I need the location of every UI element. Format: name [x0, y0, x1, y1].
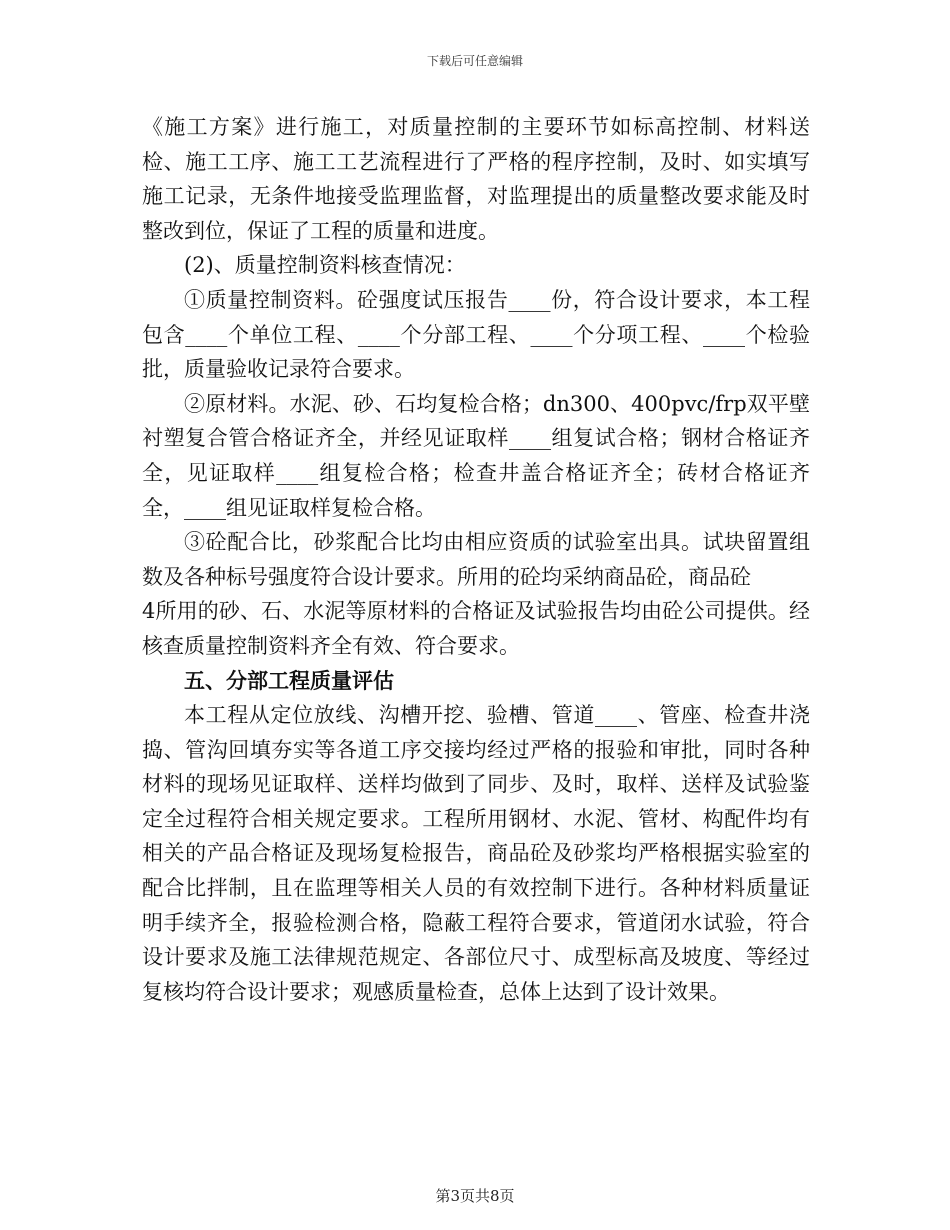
section-heading-quality-assessment: 五、分部工程质量评估	[184, 667, 394, 693]
paragraph-mix-ratio: ③砼配合比，砂浆配合比均由相应资质的试验室出具。试块留置组数及各种标号强度符合设计要求。所用的砼均采纳商品砼，商品砼	[142, 530, 810, 589]
paragraph-construction-control: 《施工方案》进行施工，对质量控制的主要环节如标高控制、材料送检、施工工序、施工工艺流程进行了严格的程序控制，及时、如实填写施工记录，无条件地接受监理监督，对监理提出的质量整改要求能及时整改到位，保证了工程的质量和进度。	[142, 115, 810, 243]
paragraph-quality-assessment: 本工程从定位放线、沟槽开挖、验槽、管道____、管座、检查井浇捣、管沟回填夯实等各道工序交接均经过严格的报验和审批，同时各种材料的现场见证取样、送样均做到了同步、及时，取样、送样及试验鉴定全过程符合相关规定要求。工程所用钢材、水泥、管材、构配件均有相关的产品合格证及现场复检报告，商品砼及砂浆均严格根据实验室的配合比拌制，且在监理等相关人员的有效控制下进行。各种材料质量证明手续齐全，报验检测合格，隐蔽工程符合要求，管道闭水试验，符合设计要求及施工法律规范规定、各部位尺寸、成型标高及坡度、等经过复核均符合设计要求；观感质量检查，总体上达到了设计效果。	[142, 703, 810, 1004]
paragraph-raw-materials: ②原材料。水泥、砂、石均复检合格；dn300、400pvc/frp双平壁衬塑复合管合格证齐全，并经见证取样____组复试合格；钢材合格证齐全，见证取样____组复检合格；检查井盖合格证齐全；砖材合格证齐全，____组见证取样复检合格。	[142, 391, 810, 520]
paragraph-quality-control-data: ①质量控制资料。砼强度试压报告____份，符合设计要求，本工程包含____个单位工程、____个分部工程、____个分项工程、____个检验批，质量验收记录符合要求。	[142, 287, 810, 382]
page-header: 下载后可任意编辑	[426, 54, 523, 68]
document-body	[142, 110, 810, 1009]
page-footer: 第3页共8页	[435, 1187, 515, 1205]
paragraph-concrete-supplier: 4所用的砂、石、水泥等原材料的合格证及试验报告均由砼公司提供。经核查质量控制资料齐全有效、符合要求。	[142, 599, 810, 658]
paragraph-subheading-quality-data: (2)、质量控制资料核查情况：	[184, 253, 466, 278]
